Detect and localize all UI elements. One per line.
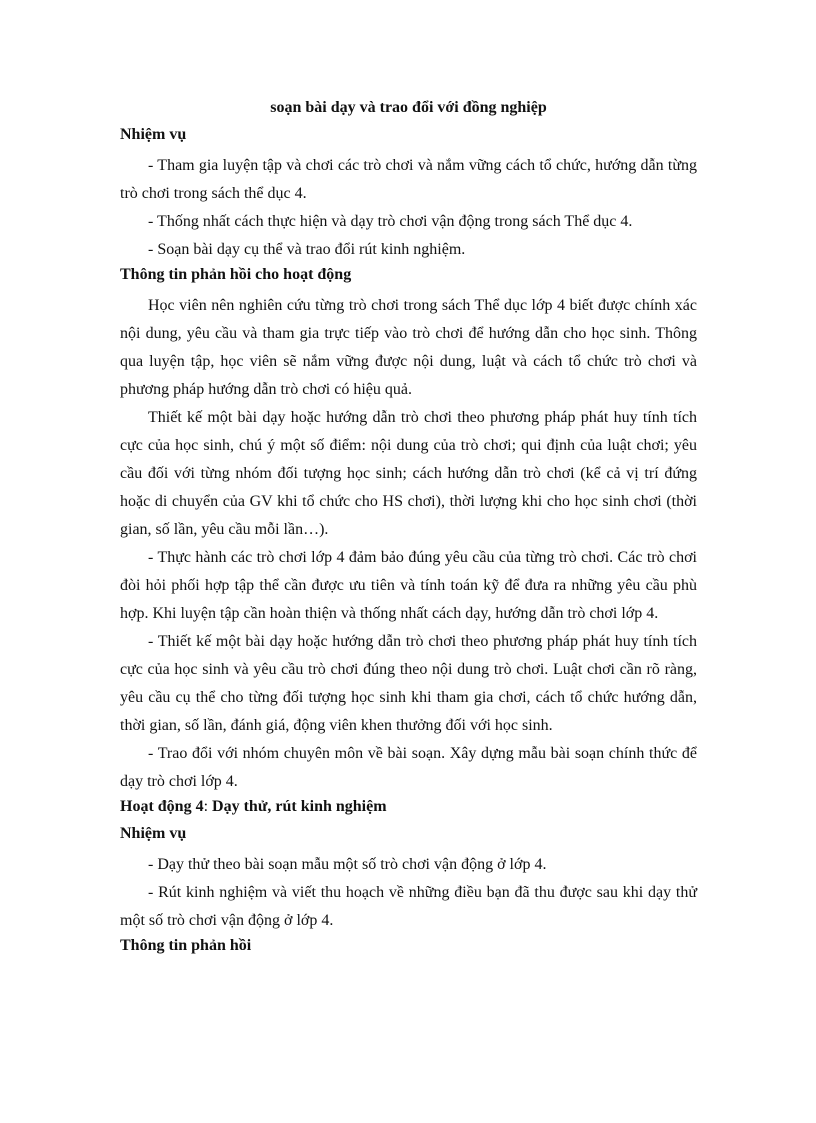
task-item: - Thống nhất cách thực hiện và dạy trò chơi vận động trong sách Thể dục 4. <box>148 213 633 230</box>
section-heading-feedback: Thông tin phản hồi cho hoạt động <box>120 266 352 283</box>
section-heading-tasks-2: Nhiệm vụ <box>120 825 187 842</box>
task-item: - Soạn bài dạy cụ thể và trao đổi rút kinh nghiệm. <box>148 241 466 258</box>
feedback-paragraph: Học viên nên nghiên cứu từng trò chơi trong sách Thể dục lớp 4 biết được chính xác nội dung, yêu cầu và tham gia trực tiếp vào trò chơi để hướng dẫn cho học sinh. Thông qua luyện tập, học viên sẽ nắm vững được nội dung, luật và cách tổ chức trò chơi và phương pháp hướng dẫn trò chơi có hiệu quả. <box>120 297 697 398</box>
document-body <box>120 98 697 963</box>
task-item: - Tham gia luyện tập và chơi các trò chơi và nắm vững cách tổ chức, hướng dẫn từng trò chơi trong sách thể dục 4. <box>120 157 697 202</box>
feedback-paragraph: Thiết kế một bài dạy hoặc hướng dẫn trò chơi theo phương pháp phát huy tính tích cực của học sinh, chú ý một số điểm: nội dung của trò chơi; qui định của luật chơi; yêu cầu đối với từng nhóm đối tượng học sinh; cách hướng dẫn trò chơi (kể cả vị trí đứng hoặc di chuyển của GV khi tổ chức cho HS chơi), thời lượng khi cho học sinh chơi (thời gian, số lần, yêu cầu mỗi lần…). <box>120 409 697 538</box>
feedback-paragraph: - Trao đổi với nhóm chuyên môn về bài soạn. Xây dựng mẫu bài soạn chính thức để dạy trò chơi lớp 4. <box>120 745 697 790</box>
feedback-paragraph: - Thực hành các trò chơi lớp 4 đảm bảo đúng yêu cầu của từng trò chơi. Các trò chơi đòi hỏi phối hợp tập thể cần được ưu tiên và tính toán kỹ để đưa ra những yêu cầu phù hợp. Khi luyện tập cần hoàn thiện và thống nhất cách dạy, hướng dẫn trò chơi lớp 4. <box>120 549 697 622</box>
task-item: - Dạy thử theo bài soạn mẫu một số trò chơi vận động ở lớp 4. <box>148 856 547 873</box>
feedback-paragraph: - Thiết kế một bài dạy hoặc hướng dẫn trò chơi theo phương pháp phát huy tính tích cực của học sinh và yêu cầu trò chơi đúng theo nội dung trò chơi. Luật chơi cần rõ ràng, yêu cầu cụ thể cho từng đối tượng học sinh khi tham gia chơi, cách tổ chức hướng dẫn, thời gian, số lần, đánh giá, động viên khen thưởng đối với học sinh. <box>120 633 697 734</box>
activity-separator: : <box>203 798 213 815</box>
document-title: soạn bài dạy và trao đổi với đồng nghiệp <box>270 99 547 116</box>
section-heading-tasks: Nhiệm vụ <box>120 126 187 143</box>
task-item: - Rút kinh nghiệm và viết thu hoạch về những điều bạn đã thu được sau khi dạy thử một số trò chơi vận động ở lớp 4. <box>120 884 697 929</box>
section-heading-feedback-2: Thông tin phản hồi <box>120 937 252 954</box>
activity-label: Hoạt động 4 <box>120 798 204 815</box>
activity-name: Dạy thử, rút kinh nghiệm <box>212 798 387 815</box>
activity-heading <box>120 797 697 817</box>
